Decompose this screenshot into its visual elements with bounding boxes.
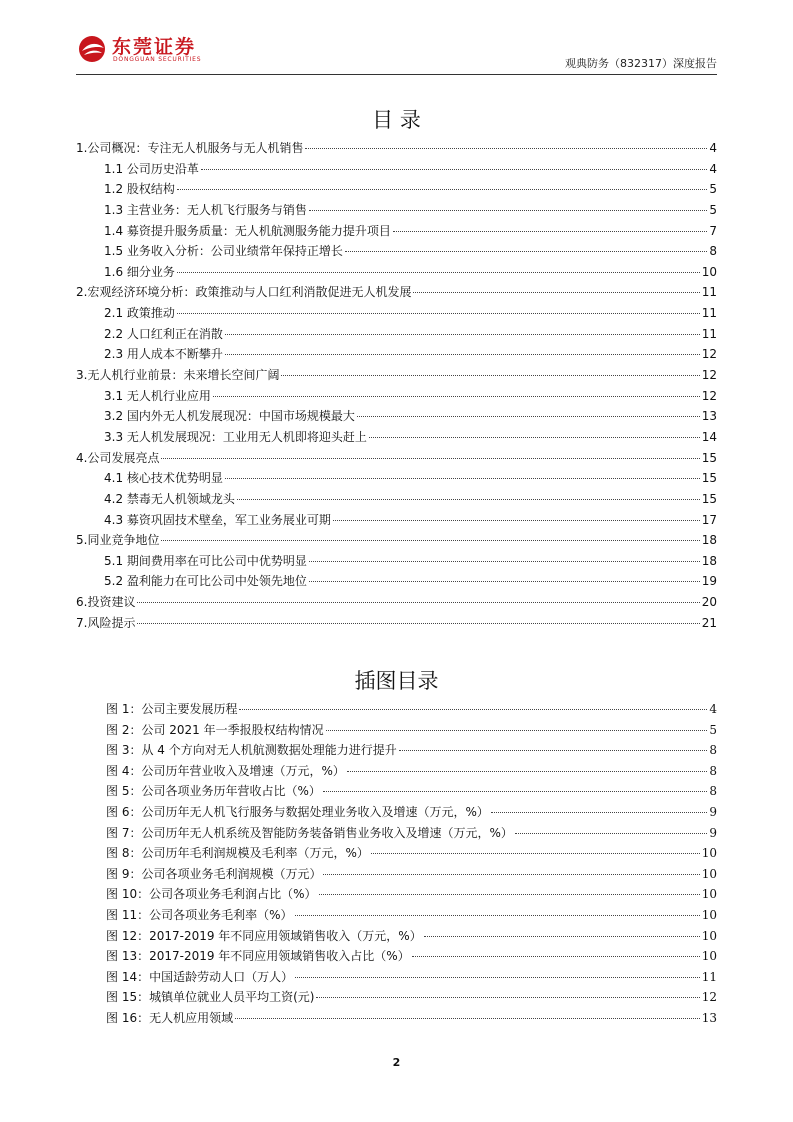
figure-entry-page: 8	[709, 784, 717, 799]
dot-leader	[161, 458, 699, 459]
toc-entry-page: 11	[701, 326, 717, 341]
figure-entry[interactable]	[106, 906, 717, 927]
toc-entry-page: 7	[709, 223, 717, 238]
toc-entry-page: 15	[701, 450, 717, 465]
dot-leader	[177, 313, 700, 314]
figure-entry-label: 图 11：公司各项业务毛利率（%）	[106, 907, 293, 922]
toc-entry[interactable]	[76, 428, 717, 449]
toc-entry-page: 12	[701, 388, 717, 403]
figure-entry[interactable]	[106, 824, 717, 845]
figure-entry-label: 图 13：2017-2019 年不同应用领域销售收入占比（%）	[106, 949, 410, 964]
logo-mark-icon	[76, 34, 108, 64]
toc-entry-page: 10	[701, 264, 717, 279]
dot-leader	[137, 602, 699, 603]
figure-entry-label: 图 2：公司 2021 年一季报股权结构情况	[106, 722, 324, 737]
toc-entry[interactable]	[76, 366, 717, 387]
dot-leader	[177, 189, 707, 190]
page-number: 2	[392, 1056, 401, 1069]
toc-entry-page: 12	[701, 368, 717, 383]
dot-leader	[235, 1018, 700, 1019]
dot-leader	[309, 561, 700, 562]
toc-entry[interactable]	[76, 552, 717, 573]
toc-entry[interactable]	[76, 242, 717, 263]
toc-entry-label: 4.2 禁毒无人机领域龙头	[104, 491, 235, 506]
dot-leader	[412, 956, 700, 957]
toc-entry-label: 2.3 用人成本不断攀升	[104, 347, 223, 362]
figure-entry[interactable]	[106, 844, 717, 865]
toc-entry-label: 3.2 国内外无人机发展现况：中国市场规模最大	[104, 409, 355, 424]
dot-leader	[347, 771, 708, 772]
figure-entry-label: 图 1：公司主要发展历程	[106, 702, 238, 716]
figure-entry[interactable]	[106, 741, 717, 762]
toc-entry-page: 14	[701, 429, 717, 444]
figure-entry[interactable]	[106, 803, 717, 824]
dot-leader	[371, 853, 700, 854]
logo-english-name: DONGGUAN SECURITIES	[113, 56, 202, 63]
figure-entry-label: 图 12：2017-2019 年不同应用领域销售收入（万元，%）	[106, 928, 422, 943]
dongguan-securities-logo	[76, 30, 236, 70]
toc-entry[interactable]	[76, 222, 717, 243]
toc-entry-label: 5.同业竞争地位	[76, 533, 160, 548]
dot-leader	[309, 210, 707, 211]
figure-entry[interactable]	[106, 700, 717, 721]
toc-entry-page: 21	[701, 615, 717, 630]
dot-leader	[225, 354, 700, 355]
dot-leader	[369, 437, 700, 438]
dot-leader	[213, 396, 700, 397]
toc-entry-page: 5	[709, 202, 717, 217]
dot-leader	[239, 709, 707, 710]
dot-leader	[161, 540, 699, 541]
dot-leader	[295, 977, 700, 978]
dot-leader	[424, 936, 700, 937]
toc-entry-label: 1.公司概况：专注无人机服务与无人机销售	[76, 141, 304, 155]
figure-entry-label: 图 3：从 4 个方向对无人机航测数据处理能力进行提升	[106, 743, 397, 758]
toc-entry-label: 3.3 无人机发展现况：工业用无人机即将迎头赶上	[104, 429, 367, 444]
figure-entry-page: 10	[701, 866, 717, 881]
figure-entry-page: 5	[709, 722, 717, 737]
figure-entry[interactable]	[106, 762, 717, 783]
figure-entry-label: 图 5：公司各项业务历年营收占比（%）	[106, 784, 321, 799]
figure-list	[106, 700, 717, 1030]
toc-entry-label: 2.1 政策推动	[104, 306, 175, 321]
toc-entry[interactable]	[76, 449, 717, 470]
figure-entry-page: 10	[701, 846, 717, 861]
dot-leader	[137, 623, 699, 624]
figure-entry-page: 10	[701, 887, 717, 902]
figure-entry[interactable]	[106, 865, 717, 886]
toc-title: 目 录	[372, 108, 421, 132]
figure-entry-label: 图 14：中国适龄劳动人口（万人）	[106, 969, 294, 984]
figure-entry-page: 12	[701, 990, 717, 1005]
figure-entry-page: 13	[701, 1010, 717, 1025]
logo-chinese-name: 东莞证券	[112, 36, 197, 58]
toc-entry[interactable]	[76, 201, 717, 222]
figure-entry-label: 图 7：公司历年无人机系统及智能防务装备销售业务收入及增速（万元，%）	[106, 825, 513, 840]
dot-leader	[326, 730, 708, 731]
toc-entry-page: 19	[701, 574, 717, 589]
toc-entry-label: 1.2 股权结构	[104, 182, 175, 197]
toc-entry-page: 4	[709, 161, 717, 176]
dot-leader	[316, 997, 699, 998]
toc-entry[interactable]	[76, 139, 717, 160]
toc-entry-label: 4.3 募资巩固技术壁垒，军工业务展业可期	[104, 512, 331, 527]
toc-entry-page: 15	[701, 491, 717, 506]
toc-entry-page: 20	[701, 595, 717, 610]
figure-entry-label: 图 15：城镇单位就业人员平均工资(元)	[106, 990, 315, 1005]
figure-entry-label: 图 8：公司历年毛利润规模及毛利率（万元，%）	[106, 846, 369, 861]
toc-entry-label: 1.5 业务收入分析：公司业绩常年保持正增长	[104, 244, 343, 259]
toc-entry[interactable]	[76, 180, 717, 201]
dot-leader	[323, 791, 708, 792]
figure-entry-page: 9	[709, 804, 717, 819]
dot-leader	[201, 169, 707, 170]
toc-entry-label: 5.1 期间费用率在可比公司中优势明显	[104, 553, 307, 568]
figure-entry[interactable]	[106, 988, 717, 1009]
dot-leader	[225, 478, 700, 479]
dot-leader	[413, 292, 699, 293]
figure-entry[interactable]	[106, 885, 717, 906]
toc-entry[interactable]	[76, 325, 717, 346]
toc-entry[interactable]	[76, 490, 717, 511]
figure-entry-page: 10	[701, 928, 717, 943]
toc-entry[interactable]	[76, 160, 717, 181]
dot-leader	[323, 874, 699, 875]
toc-entry-label: 2.2 人口红利正在消散	[104, 326, 223, 341]
dot-leader	[237, 499, 700, 500]
toc-entry-page: 18	[701, 533, 717, 548]
figure-entry[interactable]	[106, 782, 717, 803]
page-header	[76, 30, 717, 75]
dot-leader	[357, 416, 700, 417]
dot-leader	[177, 272, 700, 273]
figure-entry-label: 图 9：公司各项业务毛利润规模（万元）	[106, 866, 322, 881]
figure-entry-label: 图 6：公司历年无人机飞行服务与数据处理业务收入及增速（万元，%）	[106, 804, 489, 819]
dot-leader	[305, 148, 707, 149]
toc-entry-label: 4.1 核心技术优势明显	[104, 471, 223, 486]
toc-entry[interactable]	[76, 511, 717, 532]
toc-entry-page: 12	[701, 347, 717, 362]
toc-entry[interactable]	[76, 593, 717, 614]
figure-entry-page: 4	[709, 702, 717, 716]
toc-entry-label: 1.1 公司历史沿革	[104, 161, 199, 176]
toc-entry[interactable]	[76, 614, 717, 635]
figure-entry-page: 11	[701, 969, 717, 984]
figure-entry[interactable]	[106, 1009, 717, 1030]
dot-leader	[295, 915, 700, 916]
figure-entry[interactable]	[106, 968, 717, 989]
toc-entry[interactable]	[76, 263, 717, 284]
toc-entry[interactable]	[76, 345, 717, 366]
figure-entry-page: 10	[701, 907, 717, 922]
toc-entry-page: 4	[709, 141, 717, 155]
dot-leader	[399, 750, 708, 751]
figure-entry[interactable]	[106, 721, 717, 742]
toc-entry[interactable]	[76, 469, 717, 490]
dot-leader	[281, 375, 699, 376]
figure-entry-page: 8	[709, 763, 717, 778]
table-of-contents	[76, 139, 717, 634]
figure-entry-page: 8	[709, 743, 717, 758]
figure-entry-page: 9	[709, 825, 717, 840]
dot-leader	[319, 894, 700, 895]
toc-entry-label: 2.宏观经济环境分析：政策推动与人口红利消散促进无人机发展	[76, 285, 412, 300]
toc-entry[interactable]	[76, 387, 717, 408]
figure-entry-page: 10	[701, 949, 717, 964]
report-title: 观典防务（832317）深度报告	[565, 57, 717, 70]
toc-entry-label: 3.1 无人机行业应用	[104, 388, 211, 403]
toc-entry-page: 17	[701, 512, 717, 527]
toc-entry-label: 3.无人机行业前景：未来增长空间广阔	[76, 368, 280, 383]
toc-entry-label: 4.公司发展亮点	[76, 450, 160, 465]
figure-list-title: 插图目录	[354, 669, 439, 693]
toc-entry-label: 1.3 主营业务：无人机飞行服务与销售	[104, 202, 307, 217]
toc-entry-page: 5	[709, 182, 717, 197]
toc-entry-page: 18	[701, 553, 717, 568]
toc-entry[interactable]	[76, 531, 717, 552]
figure-entry-label: 图 16：无人机应用领域	[106, 1010, 234, 1025]
dot-leader	[393, 231, 707, 232]
toc-entry[interactable]	[76, 304, 717, 325]
toc-entry-page: 15	[701, 471, 717, 486]
toc-entry-page: 13	[701, 409, 717, 424]
toc-entry-label: 1.6 细分业务	[104, 264, 175, 279]
dot-leader	[491, 812, 708, 813]
toc-entry-label: 1.4 募资提升服务质量：无人机航测服务能力提升项目	[104, 223, 391, 238]
toc-entry-label: 5.2 盈利能力在可比公司中处领先地位	[104, 574, 307, 589]
toc-entry-page: 11	[701, 285, 717, 300]
toc-entry[interactable]	[76, 407, 717, 428]
figure-entry[interactable]	[106, 947, 717, 968]
dot-leader	[515, 833, 708, 834]
figure-entry-label: 图 10：公司各项业务毛利润占比（%）	[106, 887, 317, 902]
dot-leader	[309, 581, 700, 582]
figure-entry[interactable]	[106, 927, 717, 948]
dot-leader	[225, 334, 700, 335]
figure-entry-label: 图 4：公司历年营业收入及增速（万元，%）	[106, 763, 345, 778]
toc-entry[interactable]	[76, 572, 717, 593]
toc-entry-page: 11	[701, 306, 717, 321]
toc-entry[interactable]	[76, 283, 717, 304]
dot-leader	[345, 251, 707, 252]
toc-entry-label: 7.风险提示	[76, 615, 136, 630]
toc-entry-page: 8	[709, 244, 717, 259]
dot-leader	[333, 520, 700, 521]
toc-entry-label: 6.投资建议	[76, 595, 136, 610]
